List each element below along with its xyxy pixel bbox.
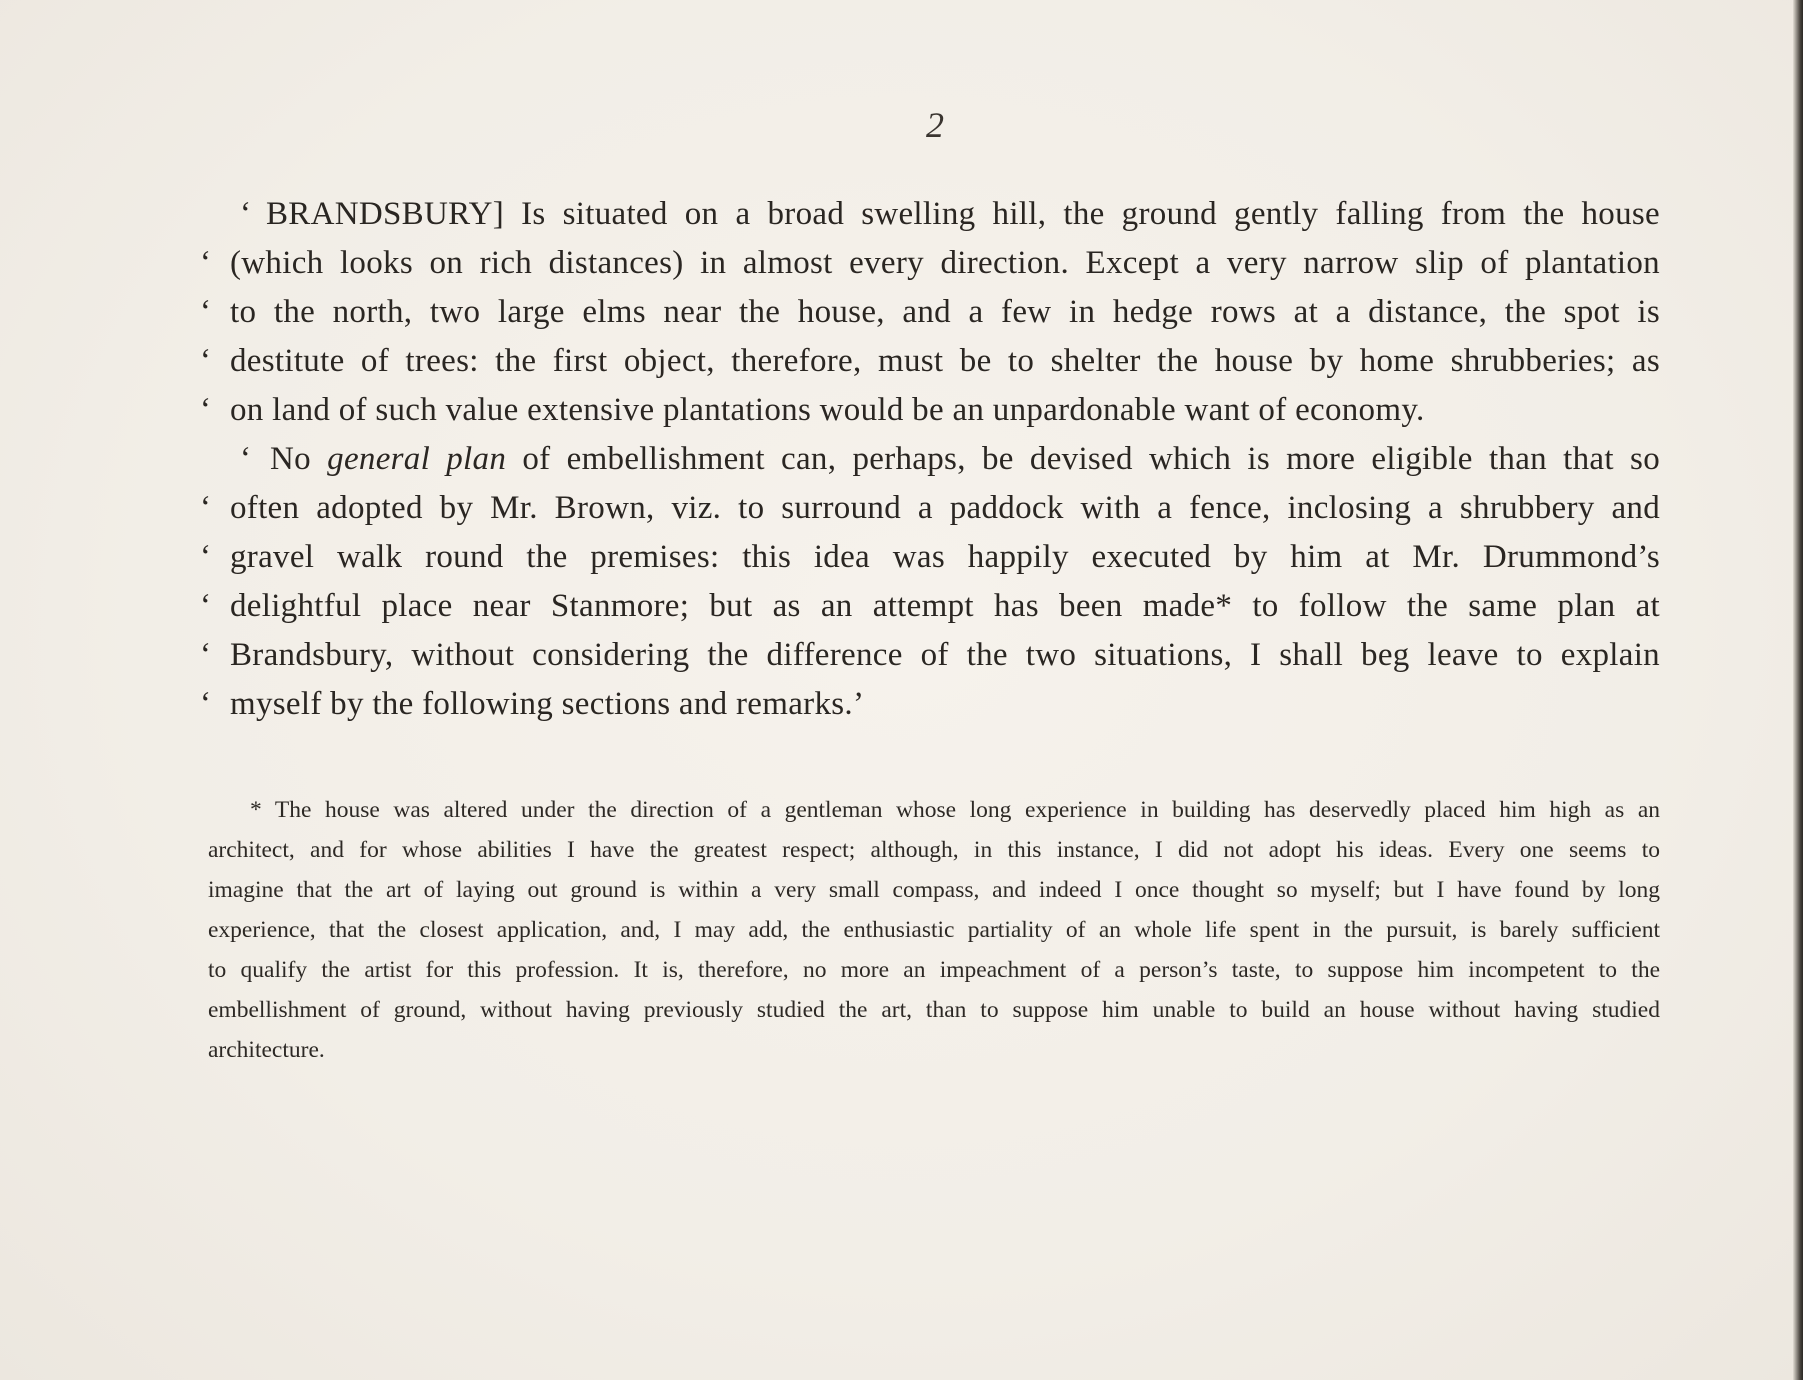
footnote-line-7: architecture.: [208, 1037, 325, 1063]
footnote-line-3: imagine that the art of laying out ground is within a very small compass, and indeed I once thought so myself; but I have found by long: [208, 877, 1660, 903]
main-text-block: [200, 190, 1660, 729]
footnote-line-5: to qualify the artist for this profession. It is, therefore, no more an impeachment of a person’s taste, to suppose him incompetent to the: [208, 957, 1660, 983]
footnote-line-4: experience, that the closest application, and, I may add, the enthusiastic partiality of an whole life spent in the pursuit, is barely sufficient: [208, 917, 1660, 943]
text-line-9: ‘ delightful place near Stanmore; but as an attempt has been made* to follow the same plan at: [200, 588, 1660, 624]
text-line-5: ‘ on land of such value extensive plantations would be an unpardonable want of economy.: [200, 392, 1425, 428]
footnote-line-6: embellishment of ground, without having previously studied the art, than to suppose him unable to build an house without having studied: [208, 997, 1660, 1023]
text-line-7: ‘ often adopted by Mr. Brown, viz. to surround a paddock with a fence, inclosing a shrubbery and: [200, 490, 1660, 526]
footnote-line-2: architect, and for whose abilities I have the greatest respect; although, in this instance, I did not adopt his ideas. Every one seems to: [208, 837, 1660, 863]
page-edge-shadow: [1793, 0, 1803, 1380]
footnote-line-1: * The house was altered under the direction of a gentleman whose long experience in building has deservedly placed him high as an: [250, 797, 1660, 823]
text-line-11: ‘ myself by the following sections and remarks.’: [200, 686, 865, 722]
text-line-8: ‘ gravel walk round the premises: this idea was happily executed by him at Mr. Drummond’s: [200, 539, 1660, 575]
text-line-6: ‘ No general plan of embellishment can, perhaps, be devised which is more eligible than that so: [240, 441, 1660, 477]
text-line-3: ‘ to the north, two large elms near the house, and a few in hedge rows at a distance, the spot is: [200, 294, 1660, 330]
footnote: [208, 790, 1660, 1070]
text-line-4: ‘ destitute of trees: the first object, therefore, must be to shelter the house by home shrubberies; as: [200, 343, 1660, 379]
text-line-2: ‘ (which looks on rich distances) in almost every direction. Except a very narrow slip of plantation: [200, 245, 1660, 281]
page-number: 2: [926, 105, 944, 145]
text-line-1: ‘ BRANDSBURY] Is situated on a broad swelling hill, the ground gently falling from the house: [240, 196, 1660, 232]
text-line-10: ‘ Brandsbury, without considering the difference of the two situations, I shall beg leave to explain: [200, 637, 1660, 673]
italic-general-plan: general plan: [327, 441, 507, 477]
